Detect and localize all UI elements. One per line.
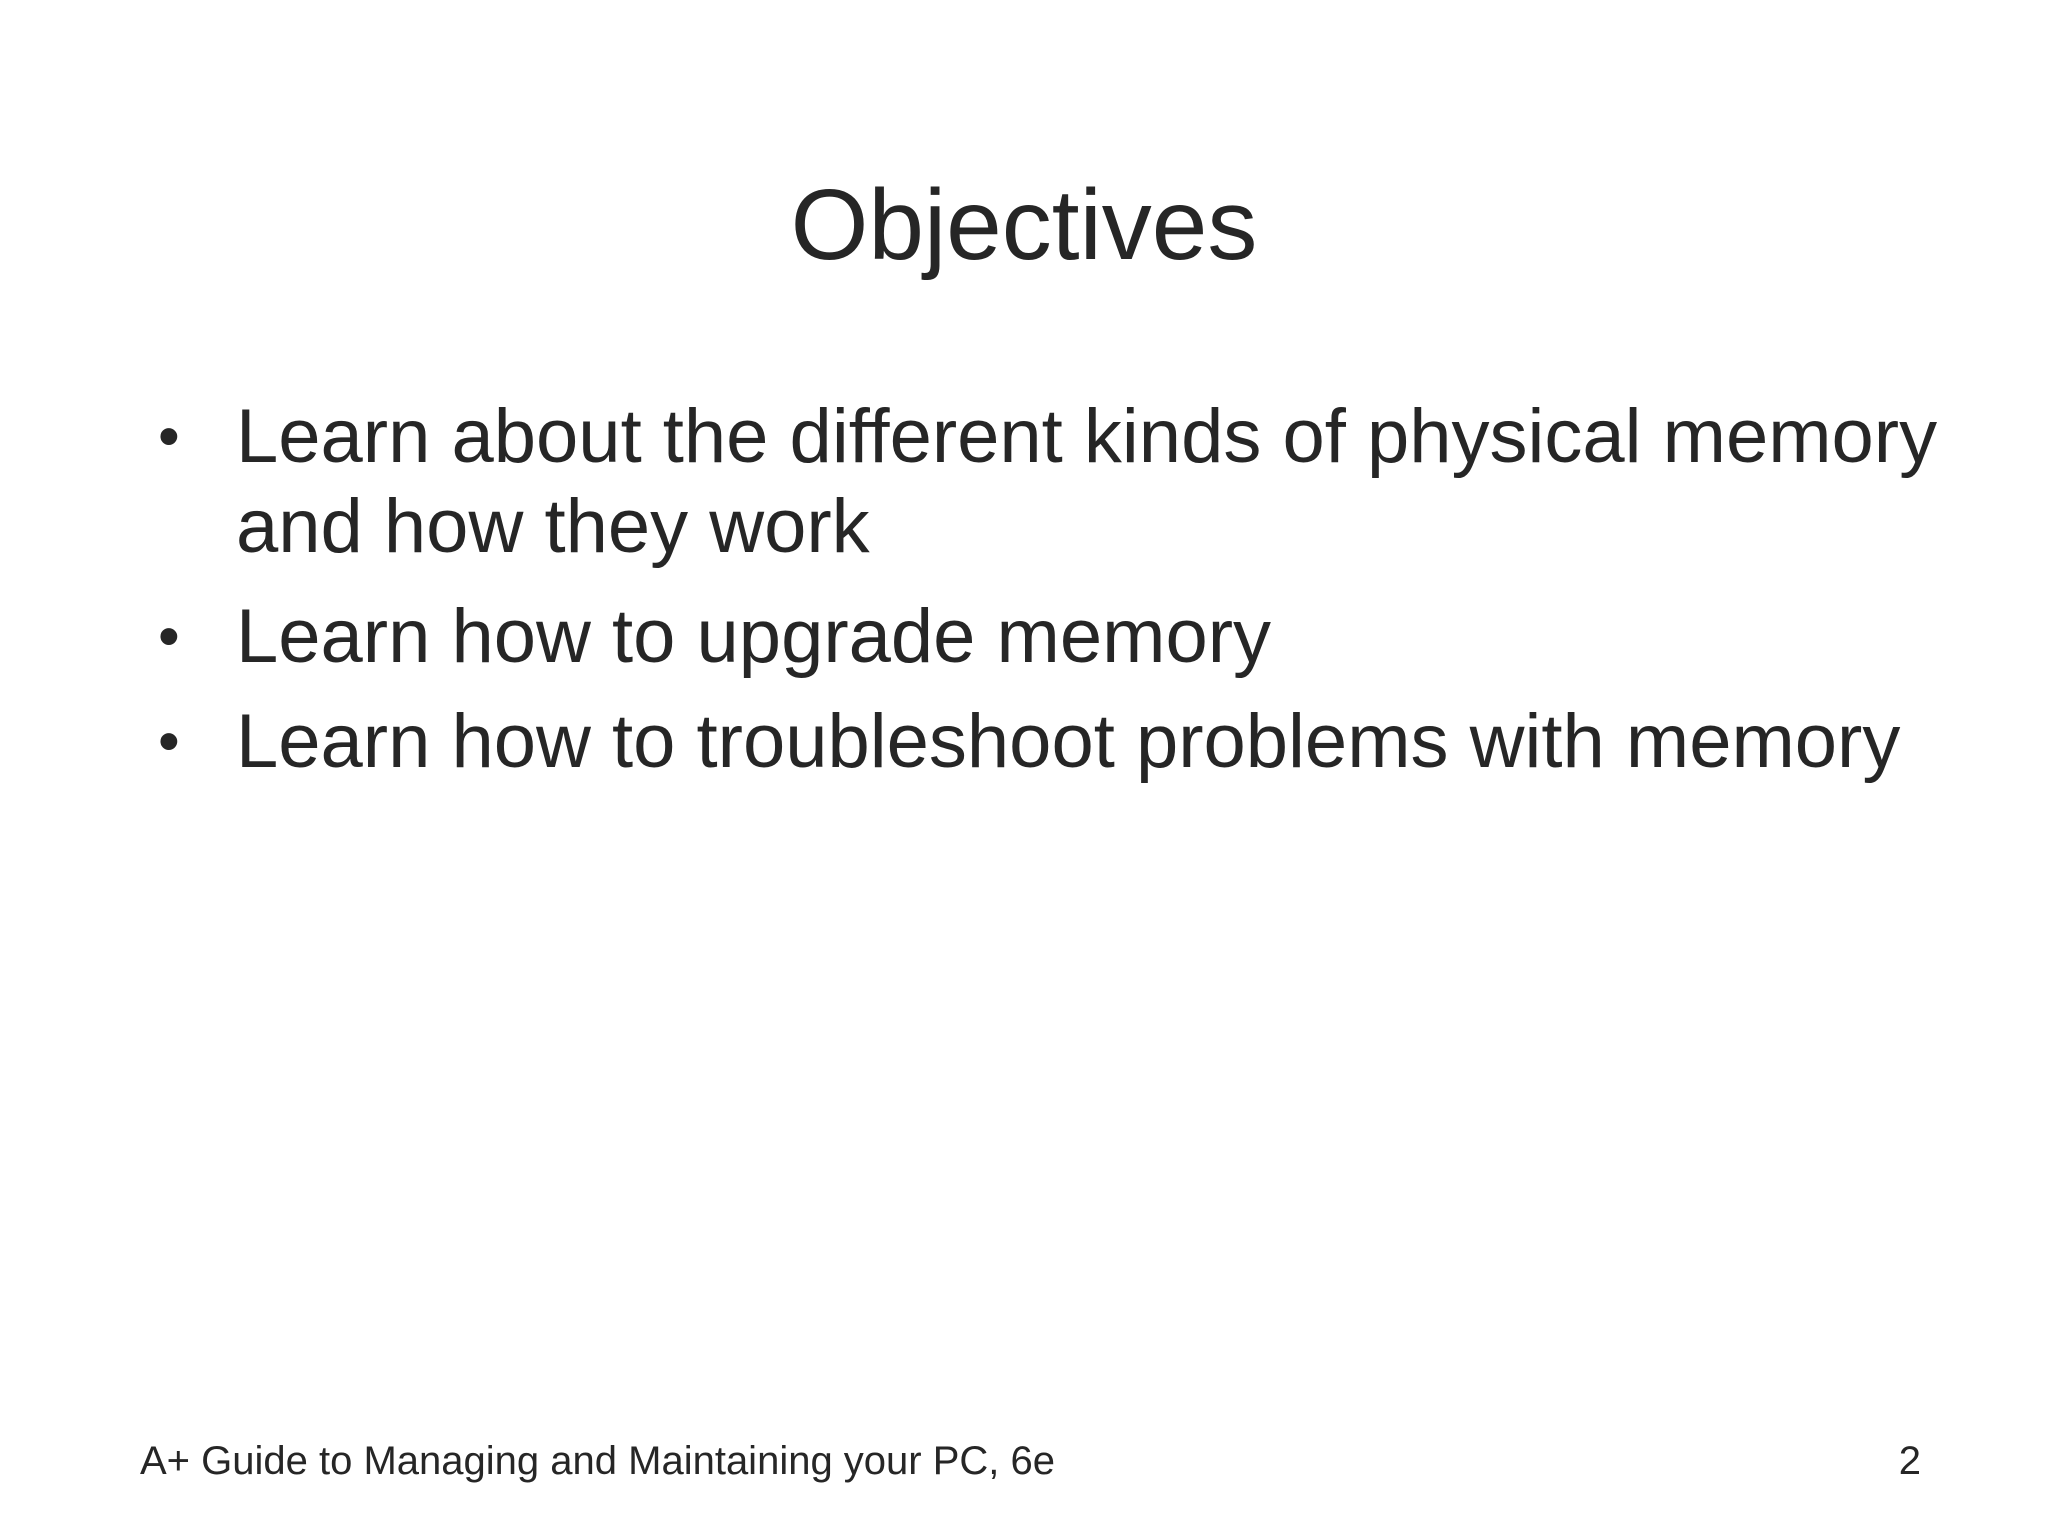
- bullet-line: Learn how to troubleshoot problems with memory: [236, 699, 1901, 784]
- footer-book-title: A+ Guide to Managing and Maintaining your PC, 6e: [140, 1439, 1056, 1483]
- bullet-text: [236, 697, 1936, 787]
- bullet-text: [236, 392, 1936, 572]
- bullet-line: and how they work: [236, 484, 870, 569]
- bullet-line: Learn how to upgrade memory: [236, 594, 1272, 679]
- bullet-icon: •: [158, 707, 180, 776]
- bullet-icon: •: [158, 402, 180, 471]
- slide-title: Objectives: [790, 169, 1258, 281]
- bullet-text: [236, 592, 1936, 682]
- footer-page-number: 2: [1898, 1439, 1921, 1483]
- bullet-icon: •: [158, 602, 180, 671]
- bullet-line: Learn about the different kinds of physical memory: [236, 394, 1938, 479]
